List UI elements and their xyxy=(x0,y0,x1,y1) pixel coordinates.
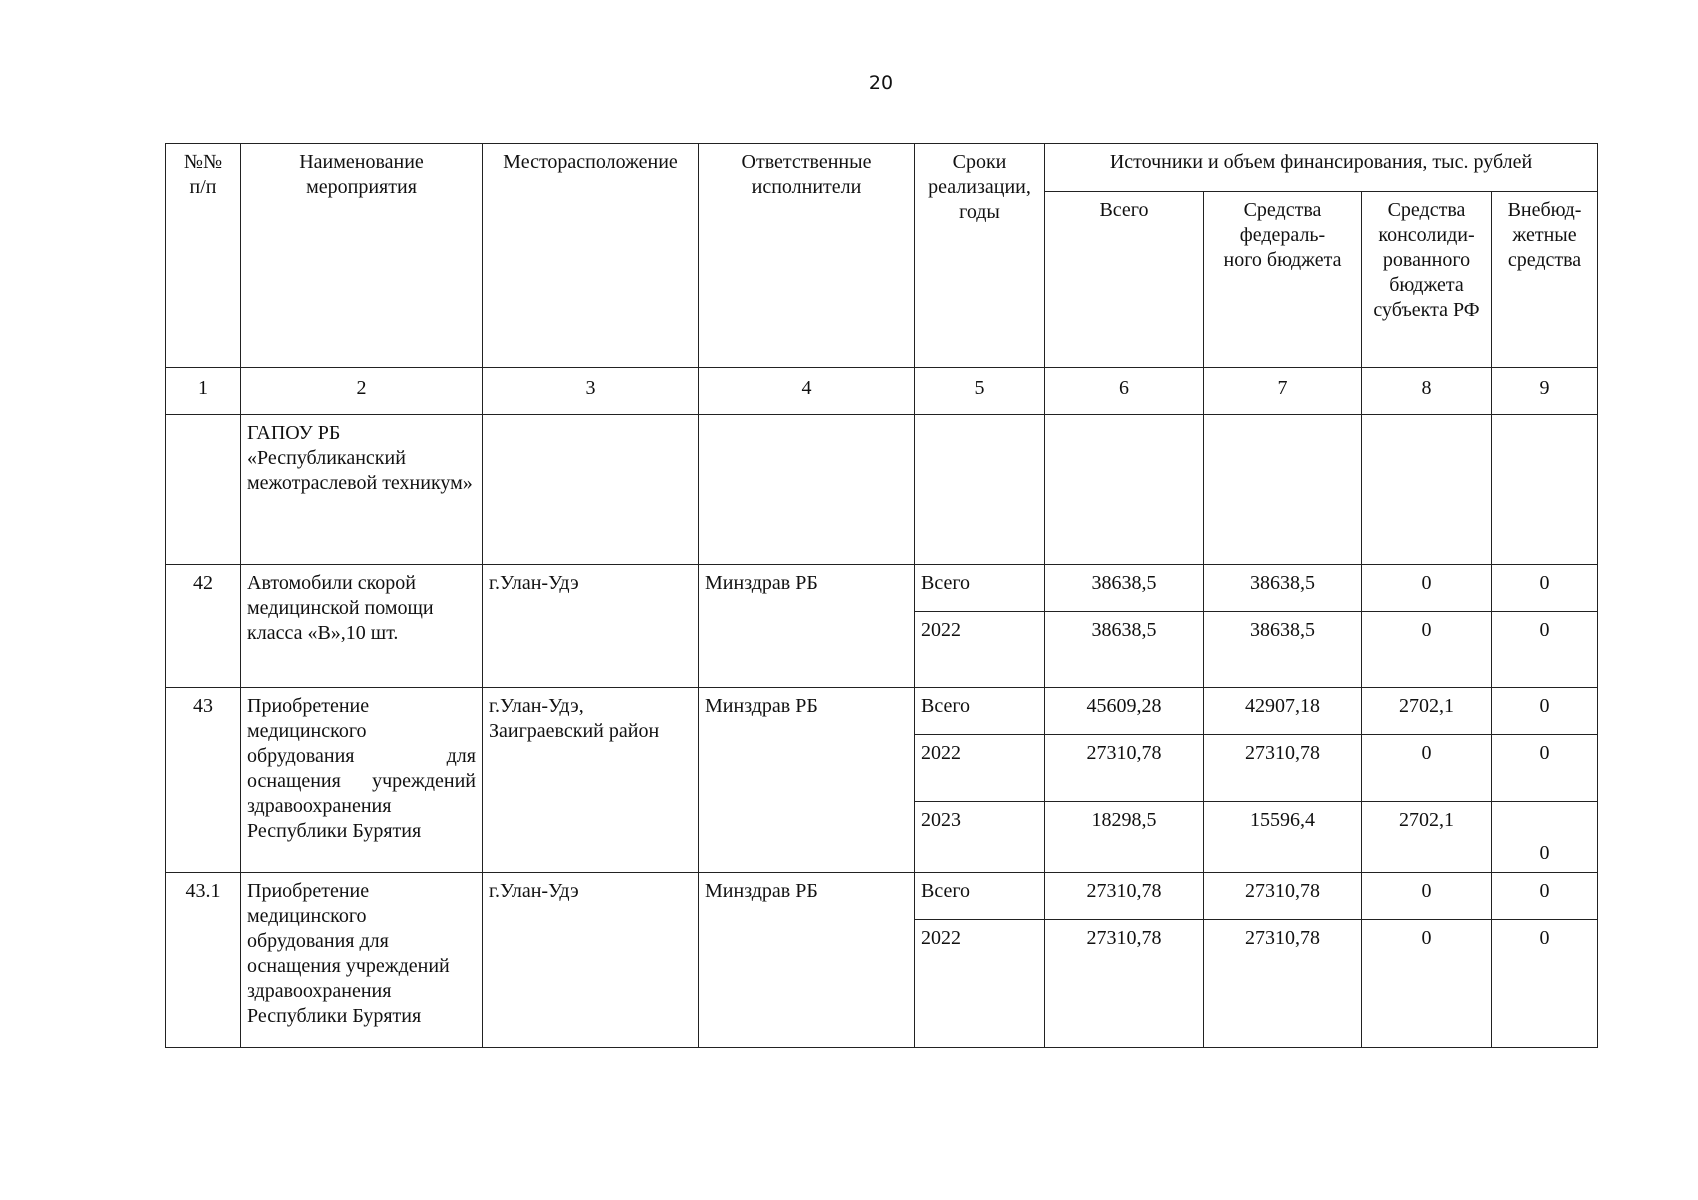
row-total: 27310,78 xyxy=(1045,735,1204,802)
header-total: Всего xyxy=(1045,192,1204,368)
column-number: 6 xyxy=(1045,368,1204,415)
row-federal: 27310,78 xyxy=(1204,920,1362,1048)
row-period: Всего xyxy=(915,688,1045,735)
row-period: 2023 xyxy=(915,802,1045,873)
row-location: г.Улан-Удэ, Заиграевский район xyxy=(483,688,699,873)
row-regional: 2702,1 xyxy=(1362,802,1492,873)
row-location: г.Улан-Удэ xyxy=(483,873,699,1048)
row-federal: 27310,78 xyxy=(1204,873,1362,920)
row-extrabudget: 0 xyxy=(1492,565,1598,612)
row-executor: Минздрав РБ xyxy=(699,688,915,873)
row-executor: Минздрав РБ xyxy=(699,873,915,1048)
table-row xyxy=(166,873,1598,920)
row-total: 27310,78 xyxy=(1045,920,1204,1048)
row-name: Приобретение медицинского обрудования для оснащения учреждений здравоохранения Республики Бурятия xyxy=(241,688,483,873)
row-extrabudget: 0 xyxy=(1492,735,1598,802)
row-period: Всего xyxy=(915,873,1045,920)
row-regional: 0 xyxy=(1362,920,1492,1048)
row-number: 43 xyxy=(166,688,241,873)
row-extrabudget: 0 xyxy=(1492,688,1598,735)
row-period: 2022 xyxy=(915,612,1045,688)
row-federal: 42907,18 xyxy=(1204,688,1362,735)
column-number: 2 xyxy=(241,368,483,415)
header-federal: Средства федераль- ного бюджета xyxy=(1204,192,1362,368)
row-period: 2022 xyxy=(915,920,1045,1048)
row-total: 18298,5 xyxy=(1045,802,1204,873)
row-regional: 0 xyxy=(1362,565,1492,612)
row-regional: 0 xyxy=(1362,735,1492,802)
row-name: Автомобили скорой медицинской помощи класса «В»,10 шт. xyxy=(241,565,483,688)
row-number: 43.1 xyxy=(166,873,241,1048)
continuation-name: ГАПОУ РБ «Республиканский межотраслевой техникум» xyxy=(241,415,483,565)
column-number: 7 xyxy=(1204,368,1362,415)
header-financing-group: Источники и объем финансирования, тыс. рублей xyxy=(1045,144,1598,192)
table-row xyxy=(166,415,1598,565)
row-total: 38638,5 xyxy=(1045,565,1204,612)
column-number: 5 xyxy=(915,368,1045,415)
table-row xyxy=(166,565,1598,612)
header-extrabudget: Внебюд- жетные средства xyxy=(1492,192,1598,368)
row-regional: 2702,1 xyxy=(1362,688,1492,735)
column-number: 4 xyxy=(699,368,915,415)
row-period: Всего xyxy=(915,565,1045,612)
page-number: 20 xyxy=(868,72,894,94)
row-total: 27310,78 xyxy=(1045,873,1204,920)
row-number: 42 xyxy=(166,565,241,688)
column-number: 3 xyxy=(483,368,699,415)
column-number: 9 xyxy=(1492,368,1598,415)
row-regional: 0 xyxy=(1362,612,1492,688)
column-number: 8 xyxy=(1362,368,1492,415)
row-total: 45609,28 xyxy=(1045,688,1204,735)
row-federal: 38638,5 xyxy=(1204,612,1362,688)
header-num: №№ п/п xyxy=(166,144,241,368)
row-period: 2022 xyxy=(915,735,1045,802)
header-location: Месторасположение xyxy=(483,144,699,368)
row-name: Приобретение медицинского обрудования для оснащения учреждений здравоохранения Республики Бурятия xyxy=(241,873,483,1048)
header-period: Сроки реализации, годы xyxy=(915,144,1045,368)
row-regional: 0 xyxy=(1362,873,1492,920)
financing-table xyxy=(165,143,1598,1048)
row-extrabudget: 0 xyxy=(1492,920,1598,1048)
row-executor: Минздрав РБ xyxy=(699,565,915,688)
row-federal: 38638,5 xyxy=(1204,565,1362,612)
table-row xyxy=(166,688,1598,735)
column-number: 1 xyxy=(166,368,241,415)
row-total: 38638,5 xyxy=(1045,612,1204,688)
row-location: г.Улан-Удэ xyxy=(483,565,699,688)
header-name: Наименование мероприятия xyxy=(241,144,483,368)
row-extrabudget: 0 xyxy=(1492,873,1598,920)
header-executors: Ответственные исполнители xyxy=(699,144,915,368)
header-regional: Средства консолиди- рованного бюджета субъекта РФ xyxy=(1362,192,1492,368)
row-federal: 15596,4 xyxy=(1204,802,1362,873)
row-extrabudget: 0 xyxy=(1492,802,1598,873)
row-federal: 27310,78 xyxy=(1204,735,1362,802)
row-extrabudget: 0 xyxy=(1492,612,1598,688)
